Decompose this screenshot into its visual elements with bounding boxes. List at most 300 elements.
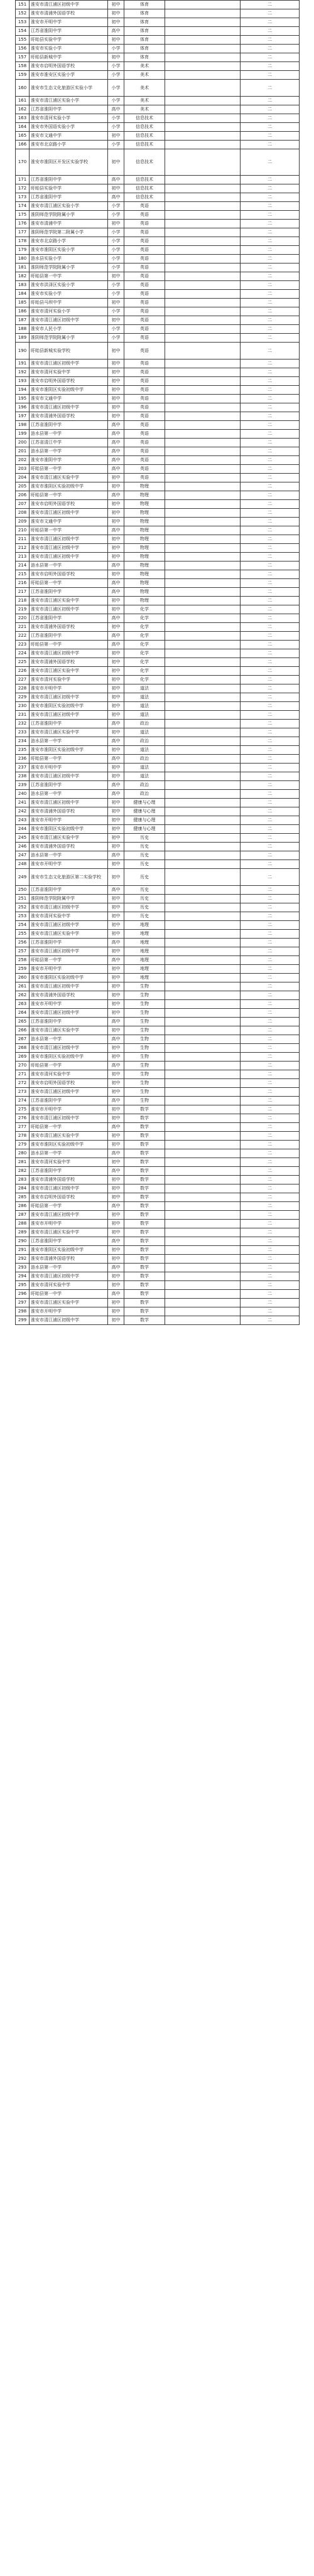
- subject-cell: 英语: [124, 447, 165, 456]
- teacher-name-cell: [165, 614, 241, 623]
- table-row: [16, 912, 300, 921]
- school-cell: 淮安市开明中学: [30, 764, 108, 772]
- table-row: [16, 1114, 300, 1123]
- school-cell: 淮安市清浦外国语学校: [30, 412, 108, 421]
- award-level-cell: 二: [241, 912, 300, 921]
- award-level-cell: 二: [241, 1246, 300, 1255]
- school-cell: 淮安市淮阴区实验初级中学: [30, 1246, 108, 1255]
- subject-cell: 英语: [124, 325, 165, 334]
- row-number-cell: 156: [16, 45, 30, 53]
- teacher-name-cell: [165, 1149, 241, 1158]
- teacher-name-cell: [165, 965, 241, 974]
- table-row: [16, 53, 300, 62]
- school-cell: 盱眙县第一中学: [30, 755, 108, 764]
- award-level-cell: 二: [241, 965, 300, 974]
- subject-cell: 生物: [124, 1009, 165, 1018]
- stage-cell: 初中: [108, 1132, 124, 1141]
- award-level-cell: 二: [241, 991, 300, 1000]
- table-row: [16, 1264, 300, 1272]
- subject-cell: 英语: [124, 272, 165, 281]
- teacher-name-cell: [165, 193, 241, 202]
- award-level-cell: 二: [241, 807, 300, 816]
- school-cell: 盱眙县新城中学: [30, 53, 108, 62]
- school-cell: 涟水县第一中学: [30, 430, 108, 439]
- subject-cell: 生物: [124, 1070, 165, 1079]
- school-cell: 淮安市文通中学: [30, 518, 108, 526]
- teacher-name-cell: [165, 1123, 241, 1132]
- award-level-cell: 二: [241, 80, 300, 97]
- award-level-cell: 二: [241, 886, 300, 895]
- table-row: [16, 1044, 300, 1053]
- award-level-cell: 二: [241, 1211, 300, 1220]
- school-cell: 江苏省淮阴中学: [30, 632, 108, 641]
- award-level-cell: 二: [241, 1290, 300, 1299]
- table-row: [16, 184, 300, 193]
- row-number-cell: 154: [16, 27, 30, 36]
- school-cell: 淮安市启明外国语学校: [30, 500, 108, 509]
- school-cell: 淮安市清江浦区初级中学: [30, 1316, 108, 1325]
- teacher-name-cell: [165, 526, 241, 535]
- teacher-name-cell: [165, 982, 241, 991]
- teacher-name-cell: [165, 676, 241, 684]
- row-number-cell: 189: [16, 334, 30, 343]
- teacher-name-cell: [165, 105, 241, 114]
- stage-cell: 初中: [108, 947, 124, 956]
- row-number-cell: 201: [16, 447, 30, 456]
- award-level-cell: 二: [241, 386, 300, 395]
- award-level-cell: 二: [241, 1184, 300, 1193]
- row-number-cell: 202: [16, 456, 30, 465]
- stage-cell: 初中: [108, 403, 124, 412]
- row-number-cell: 294: [16, 1272, 30, 1281]
- table-row: [16, 1123, 300, 1132]
- teacher-name-cell: [165, 807, 241, 816]
- stage-cell: 高中: [108, 1264, 124, 1272]
- award-level-cell: 二: [241, 947, 300, 956]
- row-number-cell: 191: [16, 359, 30, 368]
- table-row: [16, 263, 300, 272]
- award-level-cell: 二: [241, 605, 300, 614]
- table-row: [16, 359, 300, 368]
- table-row: [16, 500, 300, 509]
- school-cell: 淮安市清江浦区初级中学: [30, 772, 108, 781]
- award-level-cell: 二: [241, 535, 300, 544]
- subject-cell: 数学: [124, 1299, 165, 1307]
- row-number-cell: 254: [16, 921, 30, 930]
- award-level-cell: 二: [241, 860, 300, 869]
- award-level-cell: 二: [241, 465, 300, 474]
- school-cell: 淮安市清江浦区初级中学: [30, 1088, 108, 1097]
- school-cell: 盱眙县第一中学: [30, 1290, 108, 1299]
- school-cell: 江苏省淮阴中学: [30, 1167, 108, 1176]
- teacher-name-cell: [165, 97, 241, 105]
- teacher-name-cell: [165, 474, 241, 482]
- stage-cell: 初中: [108, 702, 124, 711]
- teacher-name-cell: [165, 860, 241, 869]
- table-row: [16, 816, 300, 825]
- teacher-name-cell: [165, 482, 241, 491]
- award-level-cell: 二: [241, 184, 300, 193]
- teacher-name-cell: [165, 1079, 241, 1088]
- teacher-name-cell: [165, 316, 241, 325]
- school-cell: 江苏省淮阴中学: [30, 1237, 108, 1246]
- award-level-cell: 二: [241, 27, 300, 36]
- award-level-cell: 二: [241, 843, 300, 851]
- stage-cell: 初中: [108, 316, 124, 325]
- stage-cell: 小学: [108, 62, 124, 71]
- stage-cell: 初中: [108, 1299, 124, 1307]
- row-number-cell: 218: [16, 597, 30, 605]
- award-level-cell: 二: [241, 1255, 300, 1264]
- teacher-name-cell: [165, 728, 241, 737]
- table-row: [16, 702, 300, 711]
- stage-cell: 高中: [108, 1167, 124, 1176]
- teacher-name-cell: [165, 834, 241, 843]
- award-level-cell: 二: [241, 343, 300, 359]
- teacher-name-cell: [165, 149, 241, 176]
- stage-cell: 初中: [108, 9, 124, 18]
- row-number-cell: 258: [16, 956, 30, 965]
- teacher-name-cell: [165, 746, 241, 755]
- stage-cell: 高中: [108, 456, 124, 465]
- table-row: [16, 553, 300, 562]
- subject-cell: 健康与心理: [124, 816, 165, 825]
- award-level-cell: 二: [241, 1026, 300, 1035]
- award-level-cell: 二: [241, 290, 300, 299]
- school-cell: 江苏省淮阴中学: [30, 421, 108, 430]
- school-cell: 淮安市清江浦区实验中学: [30, 1026, 108, 1035]
- stage-cell: 初中: [108, 834, 124, 843]
- table-row: [16, 27, 300, 36]
- stage-cell: 初中: [108, 991, 124, 1000]
- row-number-cell: 219: [16, 605, 30, 614]
- teacher-name-cell: [165, 667, 241, 676]
- award-level-cell: 二: [241, 1149, 300, 1158]
- school-cell: 淮安市清江浦区实验中学: [30, 728, 108, 737]
- row-number-cell: 206: [16, 491, 30, 500]
- stage-cell: 初中: [108, 912, 124, 921]
- teacher-name-cell: [165, 1070, 241, 1079]
- stage-cell: 高中: [108, 421, 124, 430]
- school-cell: 盱眙县第一中学: [30, 641, 108, 649]
- award-level-cell: 二: [241, 299, 300, 307]
- row-number-cell: 174: [16, 202, 30, 211]
- teacher-name-cell: [165, 1141, 241, 1149]
- school-cell: 盱眙县实验中学: [30, 184, 108, 193]
- row-number-cell: 238: [16, 772, 30, 781]
- subject-cell: 化学: [124, 649, 165, 658]
- subject-cell: 数学: [124, 1158, 165, 1167]
- subject-cell: 地理: [124, 930, 165, 939]
- table-row: [16, 641, 300, 649]
- stage-cell: 初中: [108, 869, 124, 886]
- teacher-name-cell: [165, 684, 241, 693]
- teacher-name-cell: [165, 1290, 241, 1299]
- subject-cell: 历史: [124, 912, 165, 921]
- row-number-cell: 263: [16, 1000, 30, 1009]
- teacher-name-cell: [165, 456, 241, 465]
- school-cell: 淮安市北京路小学: [30, 141, 108, 149]
- teacher-name-cell: [165, 9, 241, 18]
- school-cell: 淮安市开明中学: [30, 816, 108, 825]
- stage-cell: 高中: [108, 1237, 124, 1246]
- stage-cell: 初中: [108, 368, 124, 377]
- row-number-cell: 271: [16, 1070, 30, 1079]
- stage-cell: 初中: [108, 974, 124, 982]
- row-number-cell: 261: [16, 982, 30, 991]
- subject-cell: 生物: [124, 991, 165, 1000]
- table-row: [16, 947, 300, 956]
- subject-cell: 数学: [124, 1141, 165, 1149]
- award-level-cell: 二: [241, 220, 300, 228]
- school-cell: 江苏省淮阴中学: [30, 720, 108, 728]
- stage-cell: 高中: [108, 1097, 124, 1105]
- teacher-name-cell: [165, 764, 241, 772]
- school-cell: 淮安市清江浦区实验中学: [30, 597, 108, 605]
- stage-cell: 初中: [108, 535, 124, 544]
- row-number-cell: 207: [16, 500, 30, 509]
- teacher-name-cell: [165, 395, 241, 403]
- subject-cell: 历史: [124, 843, 165, 851]
- award-level-cell: 二: [241, 1132, 300, 1141]
- stage-cell: 初中: [108, 807, 124, 816]
- award-level-cell: 二: [241, 711, 300, 720]
- teacher-name-cell: [165, 544, 241, 553]
- stage-cell: 初中: [108, 272, 124, 281]
- subject-cell: 历史: [124, 860, 165, 869]
- row-number-cell: 231: [16, 711, 30, 720]
- teacher-name-cell: [165, 1114, 241, 1123]
- row-number-cell: 170: [16, 149, 30, 176]
- row-number-cell: 234: [16, 737, 30, 746]
- table-row: [16, 62, 300, 71]
- subject-cell: 英语: [124, 403, 165, 412]
- subject-cell: 道法: [124, 711, 165, 720]
- stage-cell: 高中: [108, 1149, 124, 1158]
- row-number-cell: 197: [16, 412, 30, 421]
- stage-cell: 高中: [108, 27, 124, 36]
- award-level-cell: 二: [241, 359, 300, 368]
- subject-cell: 英语: [124, 430, 165, 439]
- award-level-cell: 二: [241, 974, 300, 982]
- award-level-cell: 二: [241, 1202, 300, 1211]
- table-row: [16, 36, 300, 45]
- school-cell: 淮安市清江浦区实验小学: [30, 202, 108, 211]
- award-level-cell: 二: [241, 562, 300, 570]
- stage-cell: 小学: [108, 228, 124, 237]
- row-number-cell: 268: [16, 1044, 30, 1053]
- table-row: [16, 141, 300, 149]
- school-cell: 淮安市淮阴区实验初级中学: [30, 974, 108, 982]
- teacher-name-cell: [165, 535, 241, 544]
- table-row: [16, 1000, 300, 1009]
- school-cell: 淮安市清江浦区初级中学: [30, 535, 108, 544]
- table-row: [16, 255, 300, 263]
- table-row: [16, 71, 300, 80]
- award-level-cell: 二: [241, 588, 300, 597]
- stage-cell: 初中: [108, 53, 124, 62]
- subject-cell: 数学: [124, 1281, 165, 1290]
- subject-cell: 数学: [124, 1123, 165, 1132]
- award-level-cell: 二: [241, 509, 300, 518]
- table-row: [16, 334, 300, 343]
- row-number-cell: 257: [16, 947, 30, 956]
- school-cell: 淮安市清河实验中学: [30, 368, 108, 377]
- school-cell: 淮安市淮阴区开发区实验学校: [30, 149, 108, 176]
- award-level-cell: 二: [241, 1123, 300, 1132]
- subject-cell: 地理: [124, 956, 165, 965]
- stage-cell: 初中: [108, 605, 124, 614]
- row-number-cell: 255: [16, 930, 30, 939]
- award-level-cell: 二: [241, 579, 300, 588]
- row-number-cell: 233: [16, 728, 30, 737]
- subject-cell: 数学: [124, 1211, 165, 1220]
- award-level-cell: 二: [241, 9, 300, 18]
- stage-cell: 初中: [108, 509, 124, 518]
- award-level-cell: 二: [241, 377, 300, 386]
- school-cell: 江苏省淮阴中学: [30, 105, 108, 114]
- row-number-cell: 162: [16, 105, 30, 114]
- row-number-cell: 187: [16, 316, 30, 325]
- stage-cell: 初中: [108, 1009, 124, 1018]
- teacher-name-cell: [165, 281, 241, 290]
- row-number-cell: 176: [16, 220, 30, 228]
- row-number-cell: 228: [16, 684, 30, 693]
- school-cell: 淮阴师范学院附属小学: [30, 211, 108, 220]
- stage-cell: 初中: [108, 1, 124, 9]
- row-number-cell: 215: [16, 570, 30, 579]
- award-level-cell: 二: [241, 482, 300, 491]
- award-level-cell: 二: [241, 334, 300, 343]
- table-row: [16, 1281, 300, 1290]
- stage-cell: 小学: [108, 307, 124, 316]
- teacher-name-cell: [165, 570, 241, 579]
- award-level-cell: 二: [241, 1044, 300, 1053]
- table-row: [16, 343, 300, 359]
- subject-cell: 历史: [124, 869, 165, 886]
- award-level-cell: 二: [241, 412, 300, 421]
- school-cell: 淮安市清江浦区实验中学: [30, 1132, 108, 1141]
- teacher-name-cell: [165, 1088, 241, 1097]
- stage-cell: 小学: [108, 237, 124, 246]
- subject-cell: 生物: [124, 1044, 165, 1053]
- row-number-cell: 288: [16, 1220, 30, 1228]
- teacher-name-cell: [165, 518, 241, 526]
- table-row: [16, 237, 300, 246]
- subject-cell: 美术: [124, 71, 165, 80]
- school-cell: 盱眙县第一中学: [30, 956, 108, 965]
- table-row: [16, 1290, 300, 1299]
- teacher-name-cell: [165, 272, 241, 281]
- school-cell: 淮安市清江浦区实验中学: [30, 1228, 108, 1237]
- award-level-cell: 二: [241, 1141, 300, 1149]
- row-number-cell: 172: [16, 184, 30, 193]
- row-number-cell: 280: [16, 1149, 30, 1158]
- table-row: [16, 307, 300, 316]
- teacher-name-cell: [165, 1105, 241, 1114]
- stage-cell: 小学: [108, 114, 124, 123]
- teacher-name-cell: [165, 228, 241, 237]
- row-number-cell: 249: [16, 869, 30, 886]
- subject-cell: 健康与心理: [124, 799, 165, 807]
- row-number-cell: 175: [16, 211, 30, 220]
- teacher-name-cell: [165, 18, 241, 27]
- teacher-name-cell: [165, 377, 241, 386]
- subject-cell: 化学: [124, 667, 165, 676]
- subject-cell: 体育: [124, 1, 165, 9]
- teacher-name-cell: [165, 921, 241, 930]
- stage-cell: 初中: [108, 1141, 124, 1149]
- school-cell: 涟水县实验小学: [30, 255, 108, 263]
- table-row: [16, 728, 300, 737]
- school-cell: 淮安市清江浦区初级中学: [30, 553, 108, 562]
- teacher-name-cell: [165, 1176, 241, 1184]
- row-number-cell: 286: [16, 1202, 30, 1211]
- stage-cell: 初中: [108, 764, 124, 772]
- row-number-cell: 222: [16, 632, 30, 641]
- table-row: [16, 851, 300, 860]
- subject-cell: 英语: [124, 316, 165, 325]
- stage-cell: 高中: [108, 105, 124, 114]
- award-level-cell: 二: [241, 553, 300, 562]
- stage-cell: 高中: [108, 193, 124, 202]
- subject-cell: 数学: [124, 1176, 165, 1184]
- row-number-cell: 262: [16, 991, 30, 1000]
- subject-cell: 政治: [124, 755, 165, 764]
- row-number-cell: 157: [16, 53, 30, 62]
- subject-cell: 物理: [124, 588, 165, 597]
- table-row: [16, 97, 300, 105]
- subject-cell: 化学: [124, 658, 165, 667]
- row-number-cell: 299: [16, 1316, 30, 1325]
- subject-cell: 信息技术: [124, 114, 165, 123]
- teacher-name-cell: [165, 1018, 241, 1026]
- table-row: [16, 562, 300, 570]
- teacher-name-cell: [165, 334, 241, 343]
- row-number-cell: 181: [16, 263, 30, 272]
- stage-cell: 小学: [108, 246, 124, 255]
- table-row: [16, 316, 300, 325]
- teacher-name-cell: [165, 649, 241, 658]
- row-number-cell: 164: [16, 123, 30, 132]
- table-row: [16, 860, 300, 869]
- subject-cell: 道法: [124, 728, 165, 737]
- teacher-name-cell: [165, 974, 241, 982]
- subject-cell: 生物: [124, 1097, 165, 1105]
- school-cell: 淮安市开明中学: [30, 684, 108, 693]
- table-row: [16, 895, 300, 903]
- stage-cell: 高中: [108, 588, 124, 597]
- subject-cell: 政治: [124, 737, 165, 746]
- school-cell: 淮安市清河实验中学: [30, 1070, 108, 1079]
- row-number-cell: 284: [16, 1184, 30, 1193]
- teacher-name-cell: [165, 1228, 241, 1237]
- stage-cell: 初中: [108, 1114, 124, 1123]
- stage-cell: 高中: [108, 632, 124, 641]
- school-cell: 淮安市清江浦区实验中学: [30, 834, 108, 843]
- subject-cell: 政治: [124, 720, 165, 728]
- stage-cell: 初中: [108, 921, 124, 930]
- table-row: [16, 649, 300, 658]
- award-level-cell: 二: [241, 447, 300, 456]
- table-row: [16, 149, 300, 176]
- school-cell: 淮安市清江浦区实验小学: [30, 97, 108, 105]
- award-level-cell: 二: [241, 658, 300, 667]
- table-row: [16, 790, 300, 799]
- award-level-cell: 二: [241, 1158, 300, 1167]
- row-number-cell: 163: [16, 114, 30, 123]
- stage-cell: 初中: [108, 386, 124, 395]
